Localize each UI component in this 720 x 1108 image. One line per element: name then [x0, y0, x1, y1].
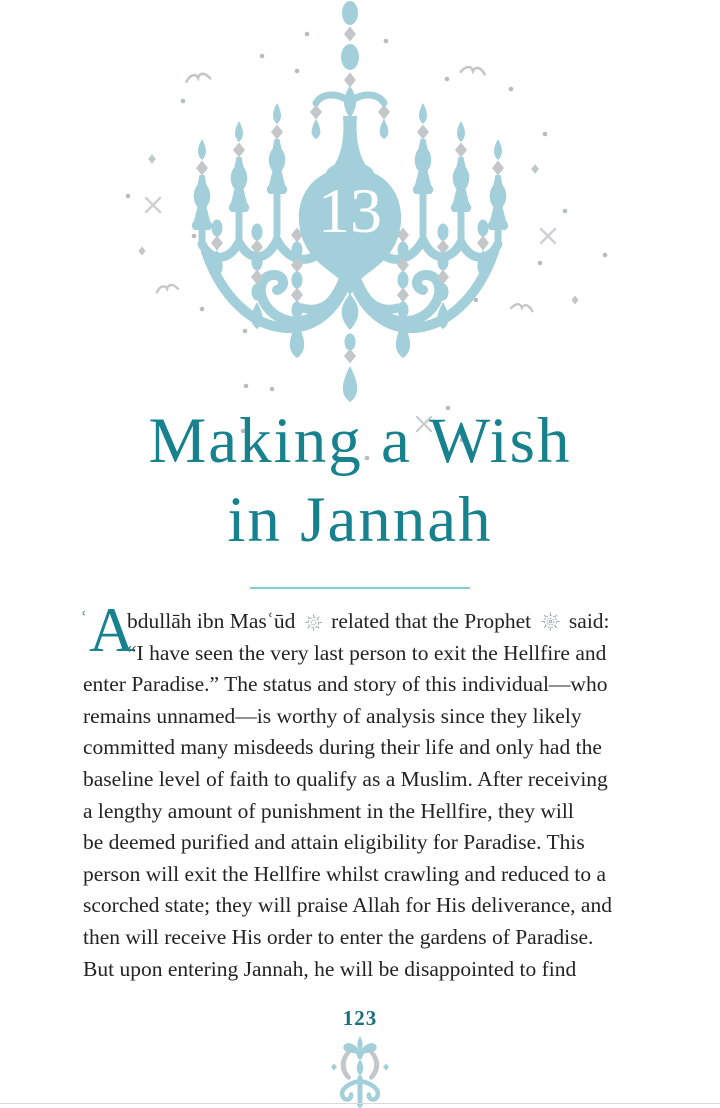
body-line: be deemed purified and attain eligibility for Paradise. This — [83, 830, 585, 855]
body-line: baseline level of faith to qualify as a Muslim. After receiving — [83, 766, 608, 791]
body-line: person will exit the Hellfire whilst crawling and reduced to a — [83, 861, 607, 886]
drop-cap-diacritic: ʿ — [80, 607, 88, 632]
body-line1-part2: related that the Prophet — [331, 609, 532, 633]
footer-fleur-ornament — [312, 1034, 408, 1108]
chandelier-illustration — [0, 0, 720, 470]
body-line: committed many misdeeds during their life and only had the — [83, 735, 602, 760]
page-bottom-edge — [0, 1103, 720, 1104]
chapter-number: 13 — [318, 175, 382, 246]
body-line1-part1: bdullāh ibn Masʿūd — [127, 609, 296, 633]
body-line: remains unnamed—is worthy of analysis since they likely — [83, 703, 582, 728]
drop-cap-letter: A — [89, 595, 135, 665]
body-line: then will receive His order to enter the gardens of Paradise. — [83, 924, 594, 949]
body-line1-part3: said: — [568, 609, 610, 633]
body-line: scorched state; they will praise Allah for His deliverance, and — [83, 893, 612, 918]
chapter-title-line2: in Jannah — [227, 484, 493, 556]
chapter-title — [0, 402, 720, 560]
drop-cap — [80, 595, 135, 672]
body-line: a lengthy amount of punishment in the Hellfire, they will — [83, 798, 574, 823]
page-number: 123 — [342, 1006, 378, 1030]
body-line: “I have seen the very last person to exit the Hellfire and — [127, 640, 607, 665]
prophet-honorific-icon — [540, 611, 561, 632]
body-line: But upon entering Jannah, he will be disappointed to find — [83, 956, 577, 981]
body-line: enter Paradise.” The status and story of this individual—who — [83, 672, 608, 697]
chapter-title-line1: Making a Wish — [148, 405, 572, 477]
title-divider — [250, 587, 470, 589]
body-line — [83, 606, 649, 638]
body-paragraph — [80, 595, 649, 985]
radi-allahu-anhu-icon — [304, 613, 323, 632]
